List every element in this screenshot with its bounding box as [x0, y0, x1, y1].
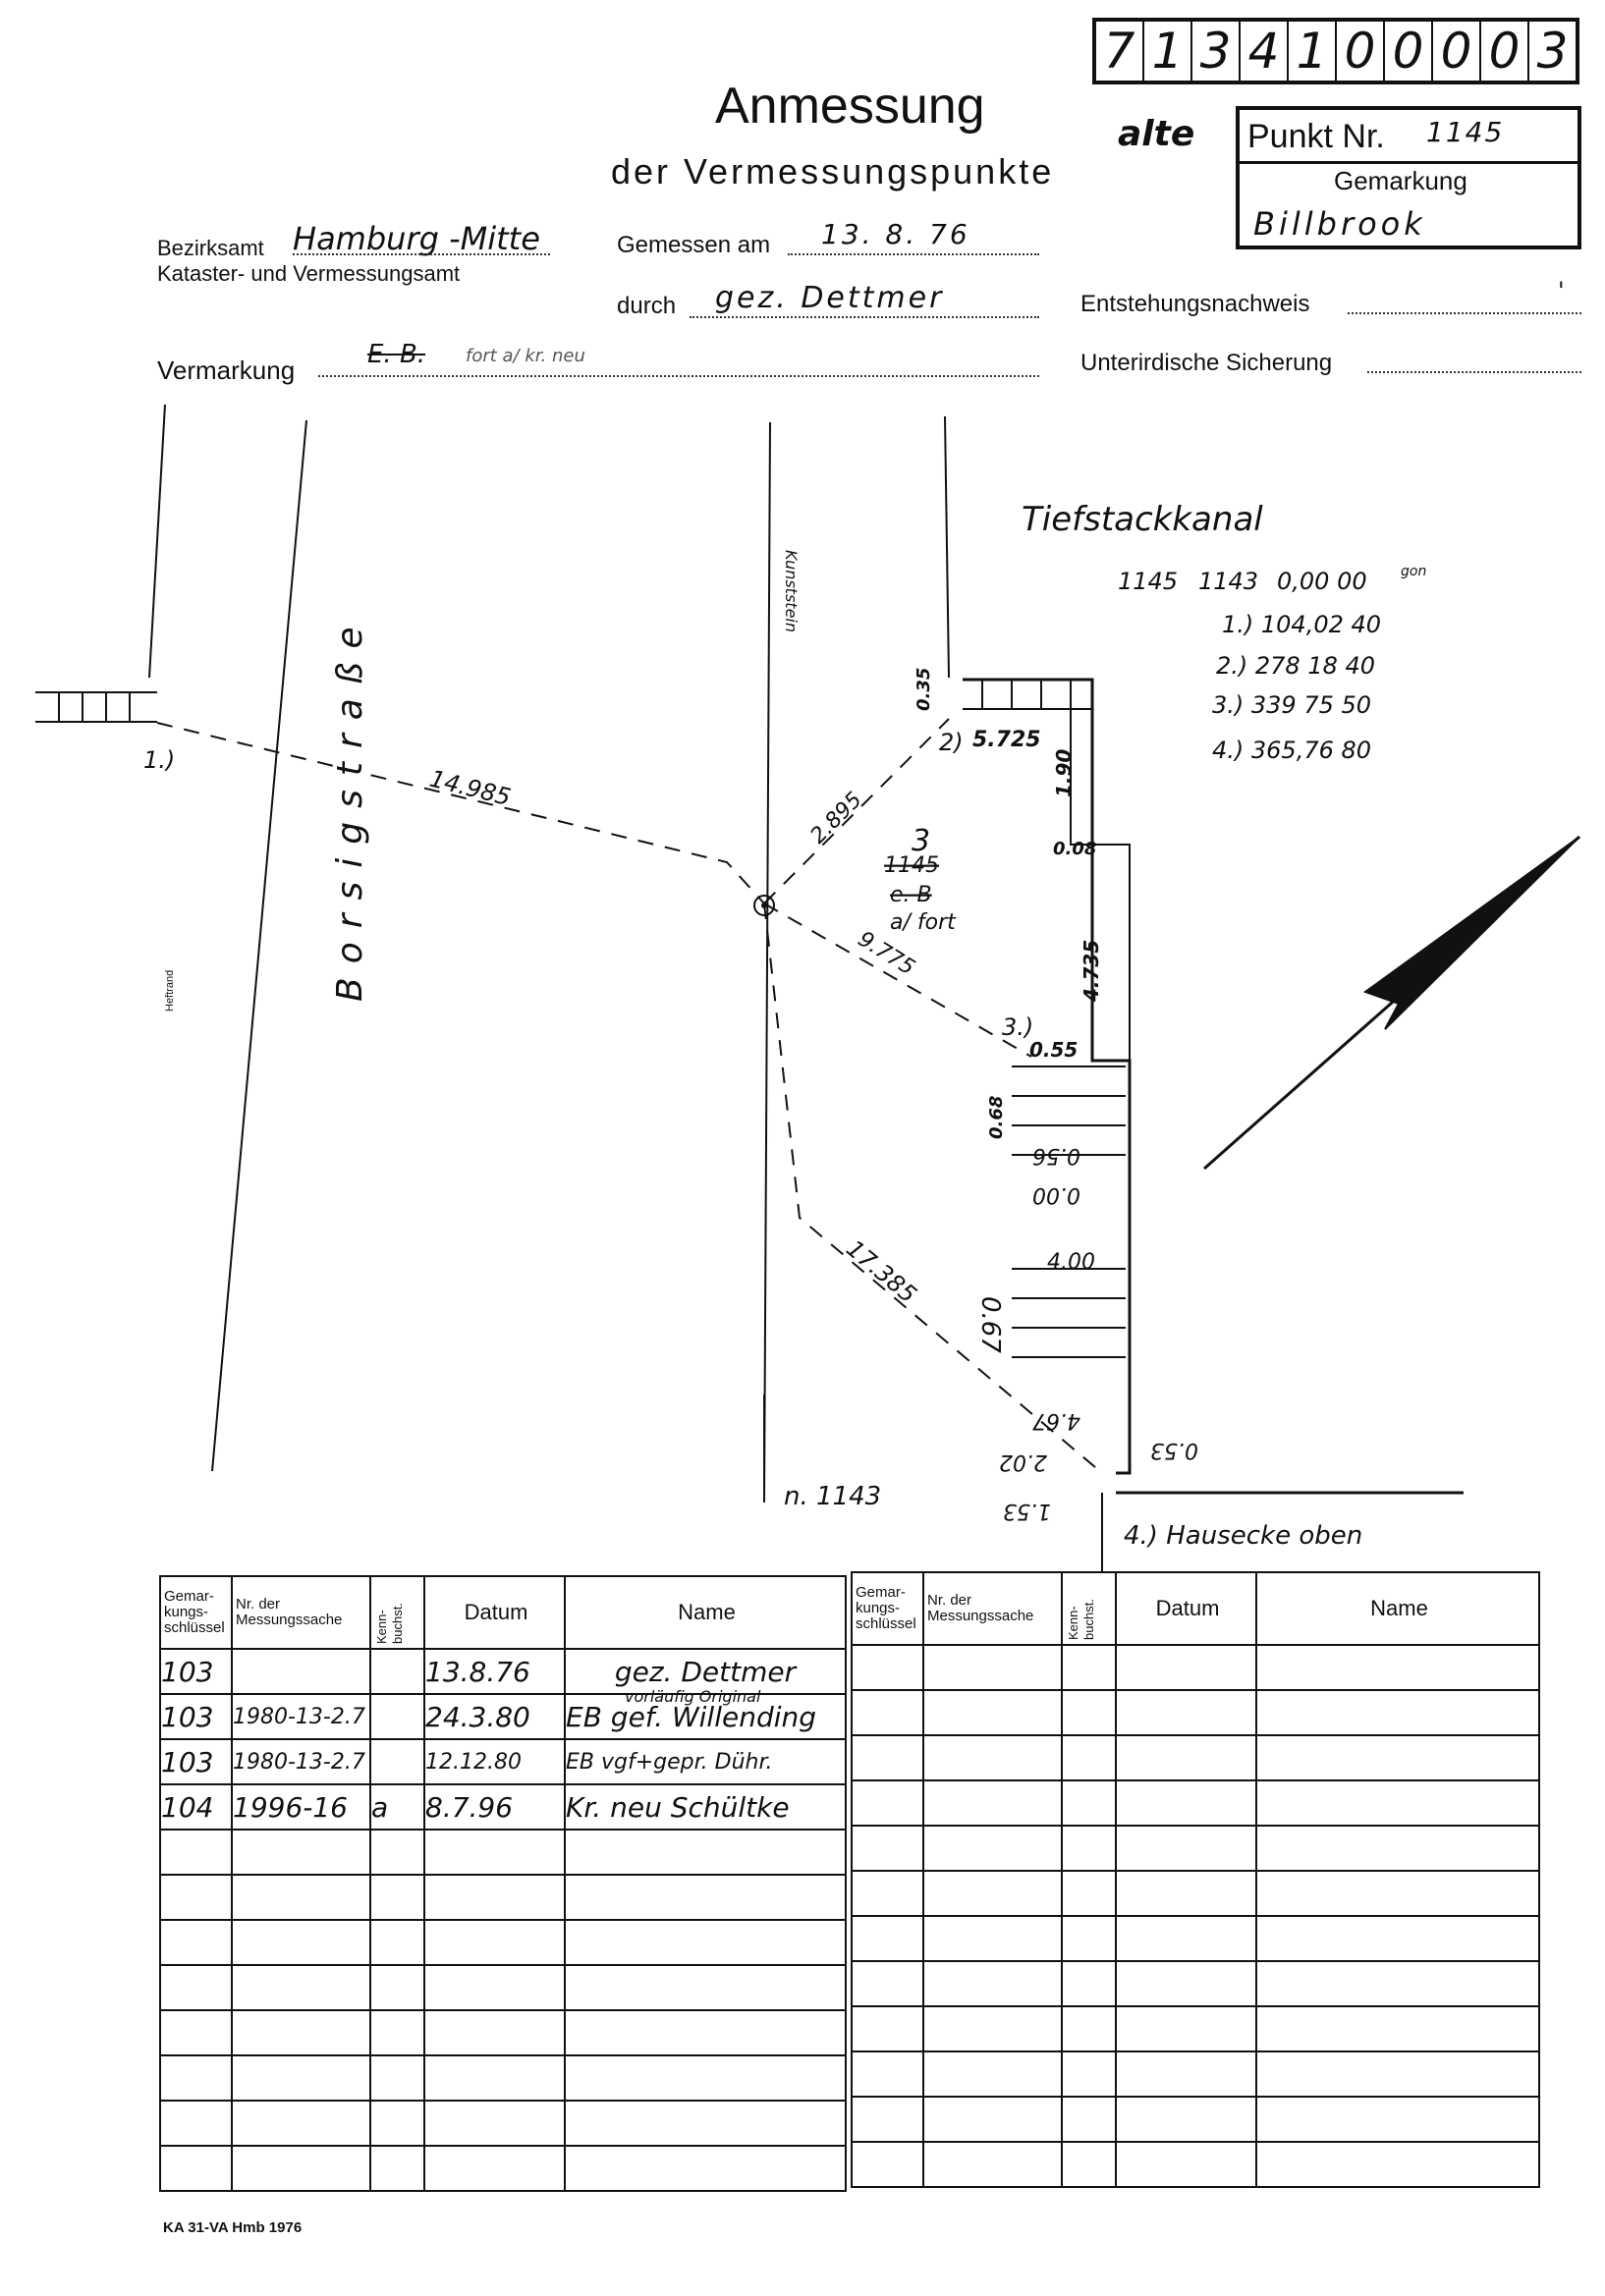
point-label: 3.)	[1002, 1013, 1034, 1041]
table-row: 103 13.8.76 gez. Dettmer	[160, 1649, 846, 1694]
alte-annotation: alte	[1118, 114, 1195, 154]
entstehung-label: Entstehungsnachweis	[1080, 291, 1310, 317]
angle-header: 1145	[1118, 568, 1179, 595]
center-label: 1145	[884, 853, 939, 878]
angle-unit: gon	[1401, 564, 1427, 579]
distance-label: 4.735	[1079, 939, 1103, 1002]
distance-label: 0.56	[1032, 1143, 1080, 1168]
point-label: 2)	[939, 729, 964, 756]
table-row	[852, 2051, 1539, 2097]
punkt-label: Punkt Nr.	[1247, 118, 1385, 155]
table-row	[160, 1920, 846, 1965]
page-subtitle: der Vermessungspunkte	[611, 151, 1055, 191]
table-row	[160, 1875, 846, 1920]
kunststein-label: Kunststein	[782, 550, 801, 632]
col-header: Gemar-kungs-schlüssel	[160, 1576, 232, 1649]
distance-label: 1.53	[1003, 1499, 1051, 1523]
center-label: a/ fort	[890, 910, 956, 935]
distance-label: 4.00	[1047, 1250, 1095, 1275]
distance-label: 14.985	[426, 764, 514, 812]
distance-label: 4.67	[1032, 1408, 1080, 1433]
angle-value: 1.) 104,02 40	[1222, 611, 1382, 638]
table-row	[852, 1871, 1539, 1916]
id-digit: 0	[1385, 22, 1433, 81]
reference-line	[945, 416, 949, 678]
street-name: Borsigstraße	[330, 613, 370, 1002]
distance-label: 0.35	[913, 667, 934, 711]
gemessen-label: Gemessen am	[617, 232, 771, 258]
bezirksamt-value: Hamburg -Mitte	[293, 220, 540, 257]
distance-label: 9.775	[853, 926, 919, 981]
entstehung-value: '	[1558, 277, 1565, 304]
bezirksamt-label: Bezirksamt	[157, 236, 264, 260]
distance-label: 2.895	[805, 788, 867, 849]
table-row	[852, 2006, 1539, 2051]
distance-label: 0.53	[1150, 1438, 1198, 1462]
street-line	[212, 420, 306, 1471]
gemarkung-label: Gemarkung	[1334, 166, 1467, 195]
page-title: Anmessung	[715, 78, 985, 135]
col-header: Gemar-kungs-schlüssel	[852, 1572, 923, 1645]
col-header: Name	[565, 1576, 846, 1649]
punkt-number: 1145	[1426, 116, 1505, 148]
id-digit: 3	[1192, 22, 1241, 81]
form-footer: KA 31-VA Hmb 1976	[163, 2219, 303, 2236]
col-header: Name	[1256, 1572, 1539, 1645]
distance-label: 0.68	[986, 1095, 1007, 1139]
table-row	[852, 1690, 1539, 1735]
id-digit: 3	[1536, 23, 1569, 80]
vermarkung-value: E. B.	[367, 340, 426, 369]
table-row	[852, 1961, 1539, 2006]
angle-value: 4.) 365,76 80	[1212, 737, 1372, 764]
table-row: 103 1980-13-2.7 12.12.80 EB vgf+gepr. Dühr.	[160, 1739, 846, 1784]
row-note: vorläufig Original	[625, 1687, 761, 1706]
table-row	[852, 2097, 1539, 2142]
table-row	[160, 2101, 846, 2146]
angle-header: 1143	[1198, 568, 1259, 595]
table-row: 104 1996-16 a 8.7.96 Kr. neu Schültke	[160, 1784, 846, 1830]
street-line	[149, 405, 165, 678]
arrow-target: n. 1143	[784, 1482, 882, 1511]
id-digit: 7	[1096, 22, 1144, 81]
log-table-left	[159, 1575, 847, 2192]
point-label: 1.)	[143, 746, 176, 774]
table-row: 103 1980-13-2.7 24.3.80 vorläufig Original EB gef. Willending	[160, 1694, 846, 1739]
table-row	[852, 1826, 1539, 1871]
col-header: Kenn-buchst.	[374, 1603, 405, 1644]
distance-label: 17.385	[841, 1234, 922, 1309]
id-digit: 1	[1144, 22, 1192, 81]
angle-header: 0,00 00	[1277, 568, 1367, 595]
gemessen-value: 13. 8. 76	[821, 218, 970, 250]
reference-line	[764, 422, 770, 1503]
durch-value: gez. Dettmer	[715, 281, 945, 315]
angle-value: 3.) 339 75 50	[1212, 691, 1372, 719]
id-digit: 0	[1481, 22, 1529, 81]
table-row	[160, 1965, 846, 2010]
distance-label: 1.90	[1052, 748, 1076, 797]
table-row	[160, 2055, 846, 2101]
center-label: e. B	[890, 883, 932, 907]
id-digit: 4	[1241, 22, 1289, 81]
angle-value: 2.) 278 18 40	[1216, 652, 1376, 680]
id-digit: 0	[1337, 22, 1385, 81]
table-row	[852, 1735, 1539, 1780]
heftrand-label: Heftrand	[164, 969, 176, 1011]
table-row	[160, 1830, 846, 1875]
col-header: Nr. der Messungssache	[232, 1576, 370, 1649]
table-row	[852, 1916, 1539, 1961]
distance-label: 0.00	[1032, 1182, 1080, 1207]
durch-label: durch	[617, 293, 677, 319]
id-digit: 1	[1289, 22, 1337, 81]
distance-label: 0.67	[975, 1296, 1005, 1353]
vermarkung-label: Vermarkung	[157, 355, 296, 385]
table-row	[852, 2142, 1539, 2187]
point-label: 4.) Hausecke oben	[1124, 1521, 1363, 1551]
canal-name: Tiefstackkanal	[1022, 500, 1263, 539]
table-row	[160, 2010, 846, 2055]
col-header: Datum	[424, 1576, 565, 1649]
distance-label: 2.02	[999, 1449, 1047, 1474]
col-header: Datum	[1116, 1572, 1256, 1645]
table-row	[160, 2146, 846, 2191]
log-table-right	[851, 1571, 1540, 2188]
col-header: Kenn-buchst.	[1066, 1599, 1096, 1640]
vermarkung-note: fort a/ kr. neu	[466, 346, 585, 366]
col-header: Nr. der Messungssache	[923, 1572, 1062, 1645]
center-label: 3	[912, 824, 931, 858]
measure-line	[157, 723, 764, 903]
id-digit: 0	[1433, 22, 1481, 81]
sicherung-label: Unterirdische Sicherung	[1080, 350, 1333, 376]
north-arrow-head	[1365, 837, 1579, 1029]
distance-label: 5.725	[972, 728, 1041, 752]
distance-label: 0.55	[1029, 1038, 1079, 1062]
distance-label: 0.08	[1053, 839, 1097, 859]
kataster-label: Kataster- und Vermessungsamt	[157, 261, 461, 286]
table-row	[852, 1645, 1539, 1690]
table-row	[852, 1780, 1539, 1826]
gemarkung-value: Billbrook	[1253, 205, 1426, 243]
